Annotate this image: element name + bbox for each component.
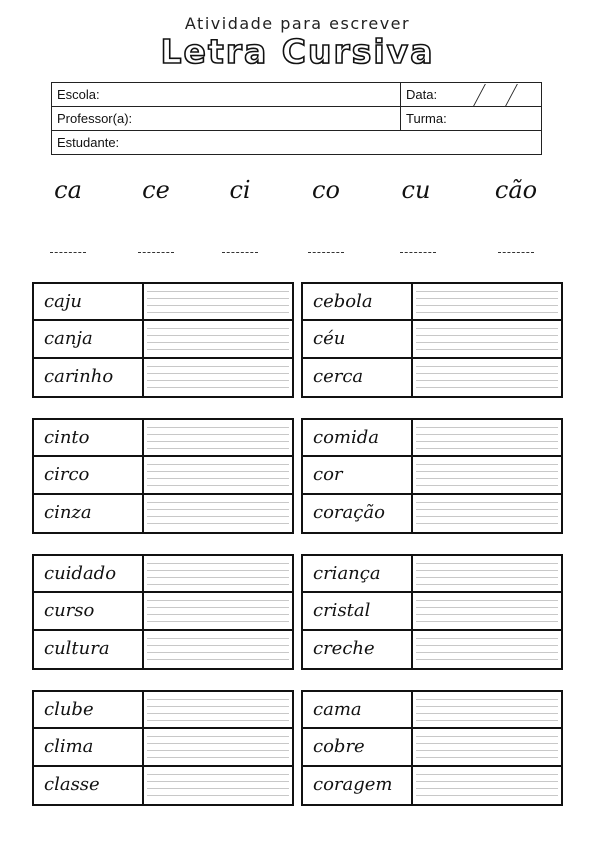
word-row <box>34 729 292 766</box>
guide-line <box>147 387 289 388</box>
teacher-label: Professor(a): <box>57 111 133 126</box>
guide-line <box>416 373 558 374</box>
guide-line <box>147 434 289 435</box>
guide-line <box>147 349 289 350</box>
writing-lines[interactable] <box>413 420 561 455</box>
form-row-school <box>52 83 541 107</box>
guide-line <box>416 757 558 758</box>
writing-lines[interactable] <box>413 729 561 764</box>
word-box-2-left <box>32 418 294 534</box>
word-row <box>303 495 561 532</box>
guide-line <box>147 335 289 336</box>
guide-line <box>147 645 289 646</box>
writing-lines[interactable] <box>413 593 561 628</box>
word-row <box>303 457 561 494</box>
cursive-word: cebola <box>303 284 413 319</box>
word-box-3-left <box>32 554 294 670</box>
guide-line <box>147 366 289 367</box>
word-row <box>34 692 292 729</box>
cursive-word: carinho <box>34 359 144 396</box>
word-row <box>303 284 561 321</box>
writing-lines[interactable] <box>413 495 561 532</box>
practice-dots-4[interactable] <box>308 246 344 253</box>
cursive-word: caju <box>34 284 144 319</box>
guide-line <box>147 485 289 486</box>
guide-line <box>147 471 289 472</box>
guide-line <box>416 638 558 639</box>
writing-lines[interactable] <box>144 593 292 628</box>
guide-line <box>416 291 558 292</box>
practice-dots-1[interactable] <box>50 246 86 253</box>
guide-line <box>147 699 289 700</box>
class-label: Turma: <box>406 111 447 126</box>
class-field[interactable] <box>401 107 541 130</box>
writing-lines[interactable] <box>413 359 561 396</box>
guide-line <box>147 577 289 578</box>
guide-line <box>416 366 558 367</box>
guide-line <box>416 699 558 700</box>
word-box-2-right <box>301 418 563 534</box>
cursive-word: cristal <box>303 593 413 628</box>
guide-line <box>147 659 289 660</box>
guide-line <box>416 471 558 472</box>
writing-lines[interactable] <box>144 420 292 455</box>
page-subtitle: Atividade para escrever <box>184 14 411 33</box>
syllable-cu: cu <box>401 176 431 204</box>
guide-line <box>416 349 558 350</box>
guide-line <box>416 645 558 646</box>
guide-line <box>416 342 558 343</box>
cursive-word: canja <box>34 321 144 356</box>
guide-line <box>147 312 289 313</box>
guide-line <box>416 485 558 486</box>
guide-line <box>147 563 289 564</box>
guide-line <box>147 441 289 442</box>
guide-line <box>416 659 558 660</box>
writing-lines[interactable] <box>413 457 561 492</box>
writing-lines[interactable] <box>144 457 292 492</box>
guide-line <box>147 795 289 796</box>
syllable-practice-row <box>0 246 595 256</box>
guide-line <box>147 570 289 571</box>
guide-line <box>147 781 289 782</box>
practice-dots-5[interactable] <box>400 246 436 253</box>
writing-lines[interactable] <box>413 631 561 668</box>
guide-line <box>416 720 558 721</box>
guide-line <box>147 743 289 744</box>
word-row <box>34 631 292 668</box>
writing-lines[interactable] <box>413 284 561 319</box>
writing-lines[interactable] <box>413 556 561 591</box>
student-label: Estudante: <box>57 135 120 150</box>
guide-line <box>147 736 289 737</box>
guide-line <box>416 577 558 578</box>
guide-line <box>147 373 289 374</box>
guide-line <box>147 607 289 608</box>
guide-line <box>416 584 558 585</box>
guide-line <box>416 478 558 479</box>
practice-dots-2[interactable] <box>138 246 174 253</box>
word-row <box>34 420 292 457</box>
word-row <box>34 321 292 358</box>
guide-line <box>416 621 558 622</box>
guide-line <box>147 750 289 751</box>
guide-line <box>147 427 289 428</box>
cursive-word: clube <box>34 692 144 727</box>
guide-line <box>416 706 558 707</box>
cursive-word: creche <box>303 631 413 668</box>
guide-line <box>416 441 558 442</box>
teacher-field[interactable] <box>52 107 401 130</box>
cursive-word: cerca <box>303 359 413 396</box>
guide-line <box>147 342 289 343</box>
guide-line <box>416 448 558 449</box>
date-separator-1 <box>473 84 486 106</box>
guide-line <box>147 509 289 510</box>
school-label: Escola: <box>57 87 100 102</box>
syllable-ca: ca <box>54 176 82 204</box>
guide-line <box>147 380 289 381</box>
practice-dots-3[interactable] <box>222 246 258 253</box>
word-row <box>303 631 561 668</box>
cursive-word: cuidado <box>34 556 144 591</box>
guide-line <box>416 434 558 435</box>
cursive-word: coração <box>303 495 413 532</box>
guide-line <box>147 720 289 721</box>
guide-line <box>147 713 289 714</box>
guide-line <box>147 774 289 775</box>
school-field[interactable] <box>52 83 401 106</box>
page-title: Letra Cursiva <box>160 32 435 71</box>
guide-line <box>416 743 558 744</box>
form-row-teacher <box>52 107 541 131</box>
cursive-word: classe <box>34 767 144 804</box>
guide-line <box>416 750 558 751</box>
word-row <box>34 457 292 494</box>
word-row <box>34 767 292 804</box>
guide-line <box>147 614 289 615</box>
writing-lines[interactable] <box>144 556 292 591</box>
guide-line <box>147 502 289 503</box>
guide-line <box>416 607 558 608</box>
word-row <box>34 284 292 321</box>
syllable-cao: cão <box>494 176 538 204</box>
writing-lines[interactable] <box>144 284 292 319</box>
cursive-word: cama <box>303 692 413 727</box>
guide-line <box>147 464 289 465</box>
cursive-word: criança <box>303 556 413 591</box>
guide-line <box>147 328 289 329</box>
guide-line <box>147 523 289 524</box>
guide-line <box>416 427 558 428</box>
date-label: Data: <box>406 87 438 102</box>
guide-line <box>416 464 558 465</box>
guide-line <box>147 757 289 758</box>
cursive-word: cultura <box>34 631 144 668</box>
word-row <box>303 359 561 396</box>
word-box-1-right <box>301 282 563 398</box>
word-row <box>303 729 561 766</box>
cursive-word: coragem <box>303 767 413 804</box>
writing-lines[interactable] <box>144 631 292 668</box>
syllable-row <box>0 176 595 216</box>
date-field[interactable] <box>401 83 541 106</box>
student-field[interactable] <box>52 131 541 154</box>
word-row <box>303 420 561 457</box>
writing-lines[interactable] <box>144 692 292 727</box>
guide-line <box>147 600 289 601</box>
writing-lines[interactable] <box>144 321 292 356</box>
word-box-1-left <box>32 282 294 398</box>
guide-line <box>416 563 558 564</box>
guide-line <box>147 298 289 299</box>
word-box-4-left <box>32 690 294 806</box>
guide-line <box>147 652 289 653</box>
writing-lines[interactable] <box>413 767 561 804</box>
word-row <box>303 767 561 804</box>
guide-line <box>147 788 289 789</box>
word-row <box>34 495 292 532</box>
guide-line <box>416 335 558 336</box>
cursive-word: curso <box>34 593 144 628</box>
word-row <box>34 556 292 593</box>
writing-lines[interactable] <box>144 359 292 396</box>
guide-line <box>416 600 558 601</box>
guide-line <box>416 380 558 381</box>
practice-dots-6[interactable] <box>498 246 534 253</box>
date-separator-2 <box>505 84 518 106</box>
guide-line <box>416 298 558 299</box>
writing-lines[interactable] <box>144 767 292 804</box>
writing-lines[interactable] <box>144 495 292 532</box>
cursive-word: cinto <box>34 420 144 455</box>
word-row <box>303 593 561 630</box>
syllable-ci: ci <box>229 176 251 204</box>
student-info-form <box>51 82 542 155</box>
word-row <box>34 359 292 396</box>
form-row-student <box>52 131 541 154</box>
writing-lines[interactable] <box>413 692 561 727</box>
guide-line <box>147 638 289 639</box>
word-box-3-right <box>301 554 563 670</box>
cursive-word: cobre <box>303 729 413 764</box>
guide-line <box>416 312 558 313</box>
guide-line <box>416 502 558 503</box>
guide-line <box>147 478 289 479</box>
guide-line <box>416 387 558 388</box>
guide-line <box>416 795 558 796</box>
guide-line <box>147 621 289 622</box>
cursive-word: clima <box>34 729 144 764</box>
guide-line <box>416 713 558 714</box>
guide-line <box>416 328 558 329</box>
word-row <box>303 321 561 358</box>
guide-line <box>416 774 558 775</box>
cursive-word: comida <box>303 420 413 455</box>
guide-line <box>416 781 558 782</box>
guide-line <box>416 736 558 737</box>
guide-line <box>416 523 558 524</box>
syllable-ce: ce <box>142 176 170 204</box>
cursive-word: cor <box>303 457 413 492</box>
guide-line <box>416 509 558 510</box>
writing-lines[interactable] <box>144 729 292 764</box>
guide-line <box>147 291 289 292</box>
guide-line <box>147 305 289 306</box>
guide-line <box>416 788 558 789</box>
word-row <box>34 593 292 630</box>
guide-line <box>147 706 289 707</box>
guide-line <box>416 652 558 653</box>
guide-line <box>416 305 558 306</box>
guide-line <box>147 448 289 449</box>
guide-line <box>416 516 558 517</box>
guide-line <box>416 570 558 571</box>
word-box-4-right <box>301 690 563 806</box>
cursive-word: circo <box>34 457 144 492</box>
word-row <box>303 556 561 593</box>
syllable-co: co <box>312 176 340 204</box>
guide-line <box>416 614 558 615</box>
guide-line <box>147 516 289 517</box>
cursive-word: cinza <box>34 495 144 532</box>
guide-line <box>147 584 289 585</box>
writing-lines[interactable] <box>413 321 561 356</box>
cursive-word: céu <box>303 321 413 356</box>
word-row <box>303 692 561 729</box>
